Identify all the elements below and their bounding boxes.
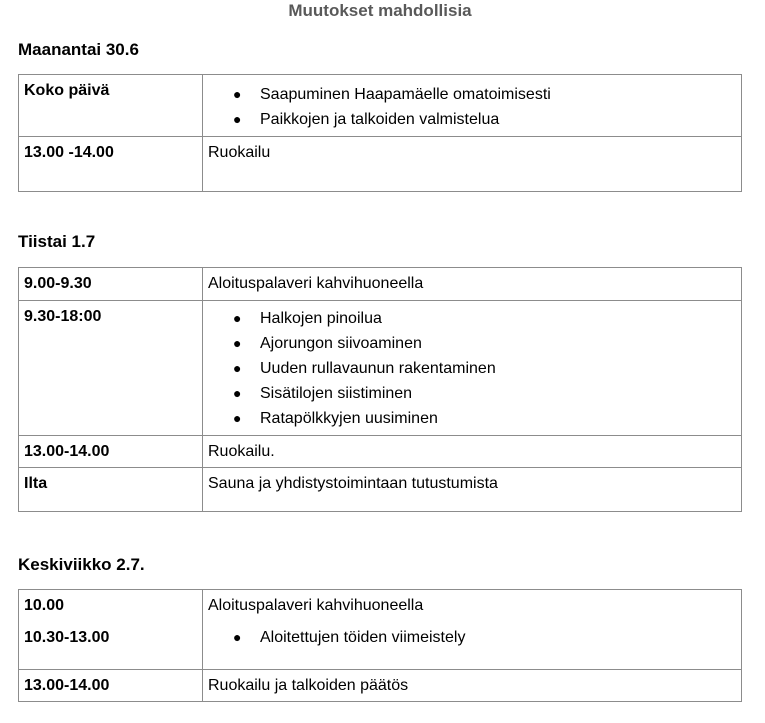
table-row	[19, 137, 742, 192]
activity-cell	[203, 468, 742, 512]
time-label: Ilta	[24, 475, 48, 492]
time-label-second: 10.30-13.00	[24, 629, 110, 646]
bullet-icon: ●	[233, 111, 242, 127]
list-item: ● Halkojen pinoilua	[208, 306, 741, 331]
time-label: 10.00	[24, 597, 65, 614]
time-label: 9.00-9.30	[24, 275, 92, 292]
activity-text: Ruokailu.	[208, 443, 275, 460]
table-row	[19, 301, 742, 436]
time-cell	[19, 436, 203, 468]
activity-cell	[203, 75, 742, 137]
day-heading-monday: Maanantai 30.6	[18, 40, 139, 59]
time-cell	[19, 590, 203, 670]
activity-cell	[203, 268, 742, 301]
bullet-icon: ●	[233, 86, 242, 102]
activity-cell	[203, 436, 742, 468]
day-heading-tuesday: Tiistai 1.7	[18, 232, 96, 251]
bullet-icon: ●	[233, 360, 242, 376]
list-item: ● Uuden rullavaunun rakentaminen	[208, 356, 741, 381]
schedule-table-monday	[18, 74, 742, 192]
time-cell	[19, 670, 203, 702]
time-label: 13.00-14.00	[24, 677, 110, 694]
activity-cell	[203, 301, 742, 436]
activity-cell	[203, 670, 742, 702]
activity-cell	[203, 137, 742, 192]
time-cell	[19, 137, 203, 192]
time-cell	[19, 301, 203, 436]
schedule-table-wednesday	[18, 589, 742, 702]
table-row	[19, 468, 742, 512]
day-heading-wednesday: Keskiviikko 2.7.	[18, 555, 145, 574]
time-label: Koko päivä	[24, 82, 110, 99]
bullet-icon: ●	[233, 335, 242, 351]
table-row	[19, 590, 742, 670]
time-label: 13.00 -14.00	[24, 144, 114, 161]
list-item: ● Ajorungon siivoaminen	[208, 331, 741, 356]
time-label: 9.30-18:00	[24, 308, 102, 325]
list-item: ● Paikkojen ja talkoiden valmistelua	[208, 107, 741, 132]
bullet-icon: ●	[233, 310, 242, 326]
list-item: ● Saapuminen Haapamäelle omatoimisesti	[208, 82, 741, 107]
activity-text: Ruokailu	[208, 144, 271, 161]
schedule-table-tuesday	[18, 267, 742, 512]
page-title: Muutokset mahdollisia	[288, 1, 472, 20]
list-item: ● Aloitettujen töiden viimeistely	[208, 625, 741, 650]
time-cell	[19, 75, 203, 137]
table-row	[19, 436, 742, 468]
table-row	[19, 268, 742, 301]
activity-text: Aloituspalaveri kahvihuoneella	[208, 275, 424, 292]
list-item: ● Ratapölkkyjen uusiminen	[208, 406, 741, 431]
time-cell	[19, 468, 203, 512]
bullet-icon: ●	[233, 410, 242, 426]
task-list	[208, 301, 741, 435]
activity-cell	[203, 590, 742, 670]
list-item: ● Sisätilojen siistiminen	[208, 381, 741, 406]
table-row	[19, 670, 742, 702]
bullet-icon: ●	[233, 629, 242, 645]
activity-text: Aloituspalaveri kahvihuoneella	[208, 597, 424, 614]
task-list	[208, 75, 741, 136]
activity-text: Sauna ja yhdistystoimintaan tutustumista	[208, 475, 498, 492]
activity-text: Ruokailu ja talkoiden päätös	[208, 677, 409, 694]
time-cell	[19, 268, 203, 301]
bullet-icon: ●	[233, 385, 242, 401]
task-list	[208, 616, 741, 654]
time-label: 13.00-14.00	[24, 443, 110, 460]
table-row	[19, 75, 742, 137]
